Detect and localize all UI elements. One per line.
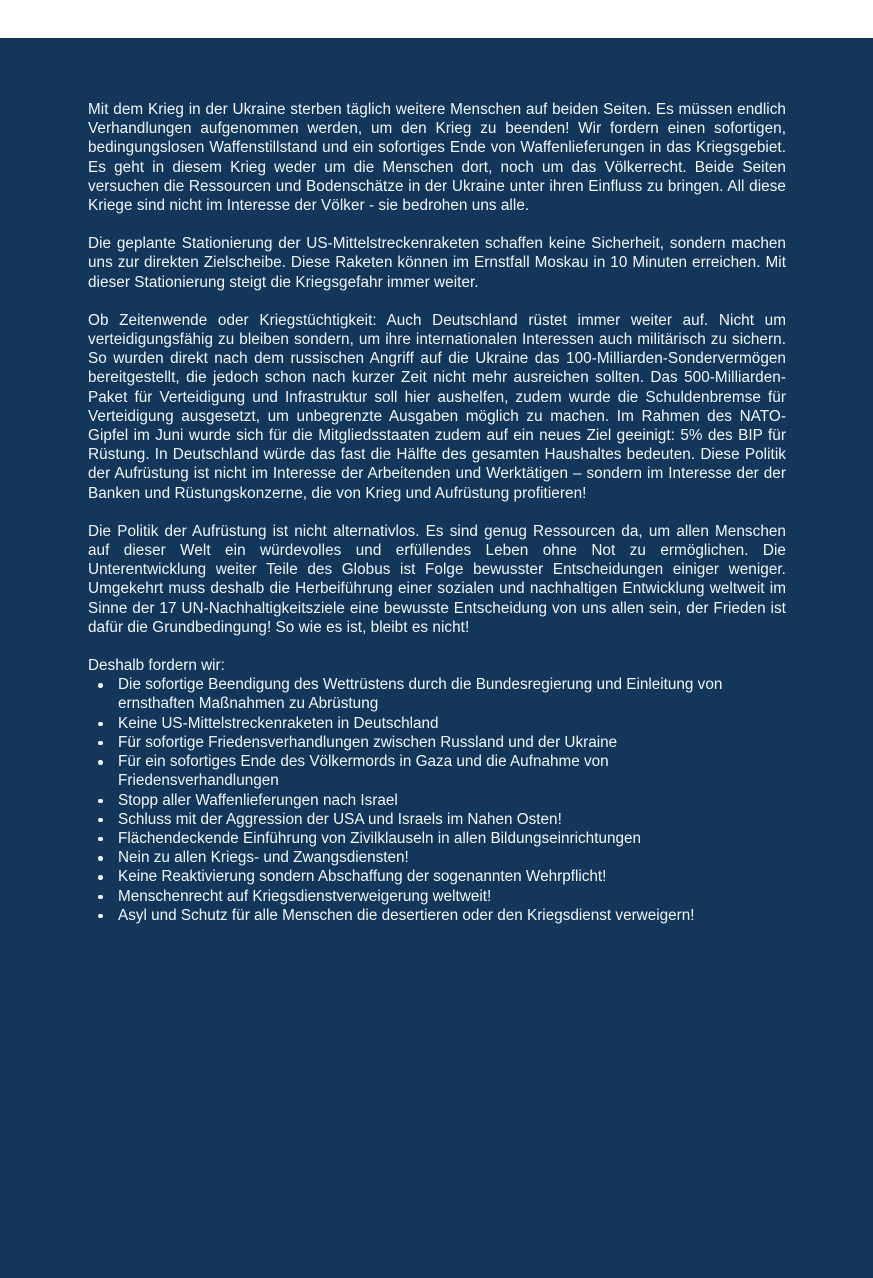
list-item-text: Für sofortige Friedensverhandlungen zwischen Russland und der Ukraine <box>118 733 618 751</box>
list-item <box>118 810 786 829</box>
list-item-text: Schluss mit der Aggression der USA und Israels im Nahen Osten! <box>118 810 562 828</box>
list-item <box>118 714 786 733</box>
list-item-text: Für ein sofortiges Ende des Völkermords in Gaza und die Aufnahme von Friedensverhandlungen <box>118 753 609 790</box>
content-panel <box>0 38 873 1278</box>
list-item-text: Nein zu allen Kriegs- und Zwangsdiensten! <box>118 849 409 867</box>
paragraph-us-missiles: Die geplante Stationierung der US-Mittelstreckenraketen schaffen keine Sicherheit, sondern machen uns zur direkten Zielscheibe. Diese Raketen können im Ernstfall Moskau in 10 Minuten erreichen. Mit dieser Stationierung steigt die Kriegsgefahr immer weiter. <box>88 235 786 291</box>
bullet-icon <box>98 683 103 688</box>
paragraph-alternatives: Die Politik der Aufrüstung ist nicht alternativlos. Es sind genug Ressourcen da, um allen Menschen auf dieser Welt ein würdevolles und erfüllendes Leben ohne Not zu ermöglichen. Die Unterentwicklung weiter Teile des Globus ist Folge bewusster Entscheidungen einiger weniger. Umgekehrt muss deshalb die Herbeiführung einer sozialen und nachhaltigen Entwicklung weltweit im Sinne der 17 UN-Nachhaltigkeitsziele eine bewusste Entscheidung von uns allen sein, der Frieden ist dafür die Grundbedingung! So wie es ist, bleibt es nicht! <box>88 522 786 636</box>
demands-list <box>88 675 786 925</box>
list-item-text: Menschenrecht auf Kriegsdienstverweigerung weltweit! <box>118 887 492 905</box>
bullet-icon <box>98 722 103 727</box>
top-bar <box>0 0 873 38</box>
bullet-icon <box>98 818 103 823</box>
bullet-icon <box>98 875 103 880</box>
bullet-icon <box>98 895 103 900</box>
list-item-text: Stopp aller Waffenlieferungen nach Israel <box>118 791 398 809</box>
bullet-icon <box>98 741 103 746</box>
bullet-icon <box>98 760 103 765</box>
list-item <box>118 829 786 848</box>
list-item <box>118 733 786 752</box>
list-item-text: Flächendeckende Einführung von Zivilklauseln in allen Bildungseinrichtungen <box>118 829 641 847</box>
paragraph-rearmament: Ob Zeitenwende oder Kriegstüchtigkeit: Auch Deutschland rüstet immer weiter auf. Nicht um verteidigungsfähig zu bleiben sondern, um ihre internationalen Interessen auch militärisch zu sichern. So wurden direkt nach dem russischen Angriff auf die Ukraine das 100-Milliarden-Sondervermögen bereitgestellt, die jedoch schon nach kurzer Zeit nicht mehr ausreichen sollten. Das 500-Milliarden-Paket für Verteidigung und Infrastruktur soll hier aushelfen, zudem wurde die Schuldenbremse für Verteidigung ausgesetzt, um unbegrenzte Ausgaben möglich zu machen. Im Rahmen des NATO-Gipfel im Juni wurde sich für die Mitgliedsstaaten zudem auf ein neues Ziel geeinigt: 5% des BIP für Rüstung. In Deutschland würde das fast die Hälfte des gesamten Haushaltes bedeuten. Diese Politik der Aufrüstung ist nicht im Interesse der Arbeitenden und Werktätigen – sondern im Interesse der der Banken und Rüstungskonzerne, die von Krieg und Aufrüstung profitieren! <box>88 311 786 502</box>
bullet-icon <box>98 914 103 919</box>
list-item-text: Keine Reaktivierung sondern Abschaffung der sogenannten Wehrpflicht! <box>118 868 607 886</box>
bullet-icon <box>98 837 103 842</box>
list-item <box>118 848 786 867</box>
list-item <box>118 791 786 810</box>
bullet-icon <box>98 856 103 861</box>
list-item <box>118 752 786 790</box>
list-item-text: Keine US-Mittelstreckenraketen in Deutschland <box>118 714 439 732</box>
demands-intro: Deshalb fordern wir: <box>88 657 225 675</box>
list-item <box>118 887 786 906</box>
paragraph-ukraine-war: Mit dem Krieg in der Ukraine sterben täglich weitere Menschen auf beiden Seiten. Es müssen endlich Verhandlungen aufgenommen werden, um den Krieg zu beenden! Wir fordern einen sofortigen, bedingungslosen Waffenstillstand und ein sofortiges Ende von Waffenlieferungen in das Kriegsgebiet. Es geht in diesem Krieg weder um die Menschen dort, noch um das Völkerrecht. Beide Seiten versuchen die Ressourcen und Bodenschätze in der Ukraine unter ihren Einfluss zu bringen. All diese Kriege sind nicht im Interesse der Völker - sie bedrohen uns alle. <box>88 101 786 215</box>
list-item <box>118 675 786 713</box>
bullet-icon <box>98 799 103 804</box>
list-item-text: Die sofortige Beendigung des Wettrüstens durch die Bundesregierung und Einleitung von ernsthaften Maßnahmen zu Abrüstung <box>118 676 723 713</box>
list-item <box>118 906 786 925</box>
list-item-text: Asyl und Schutz für alle Menschen die desertieren oder den Kriegsdienst verweigern! <box>118 906 695 924</box>
list-item <box>118 867 786 886</box>
